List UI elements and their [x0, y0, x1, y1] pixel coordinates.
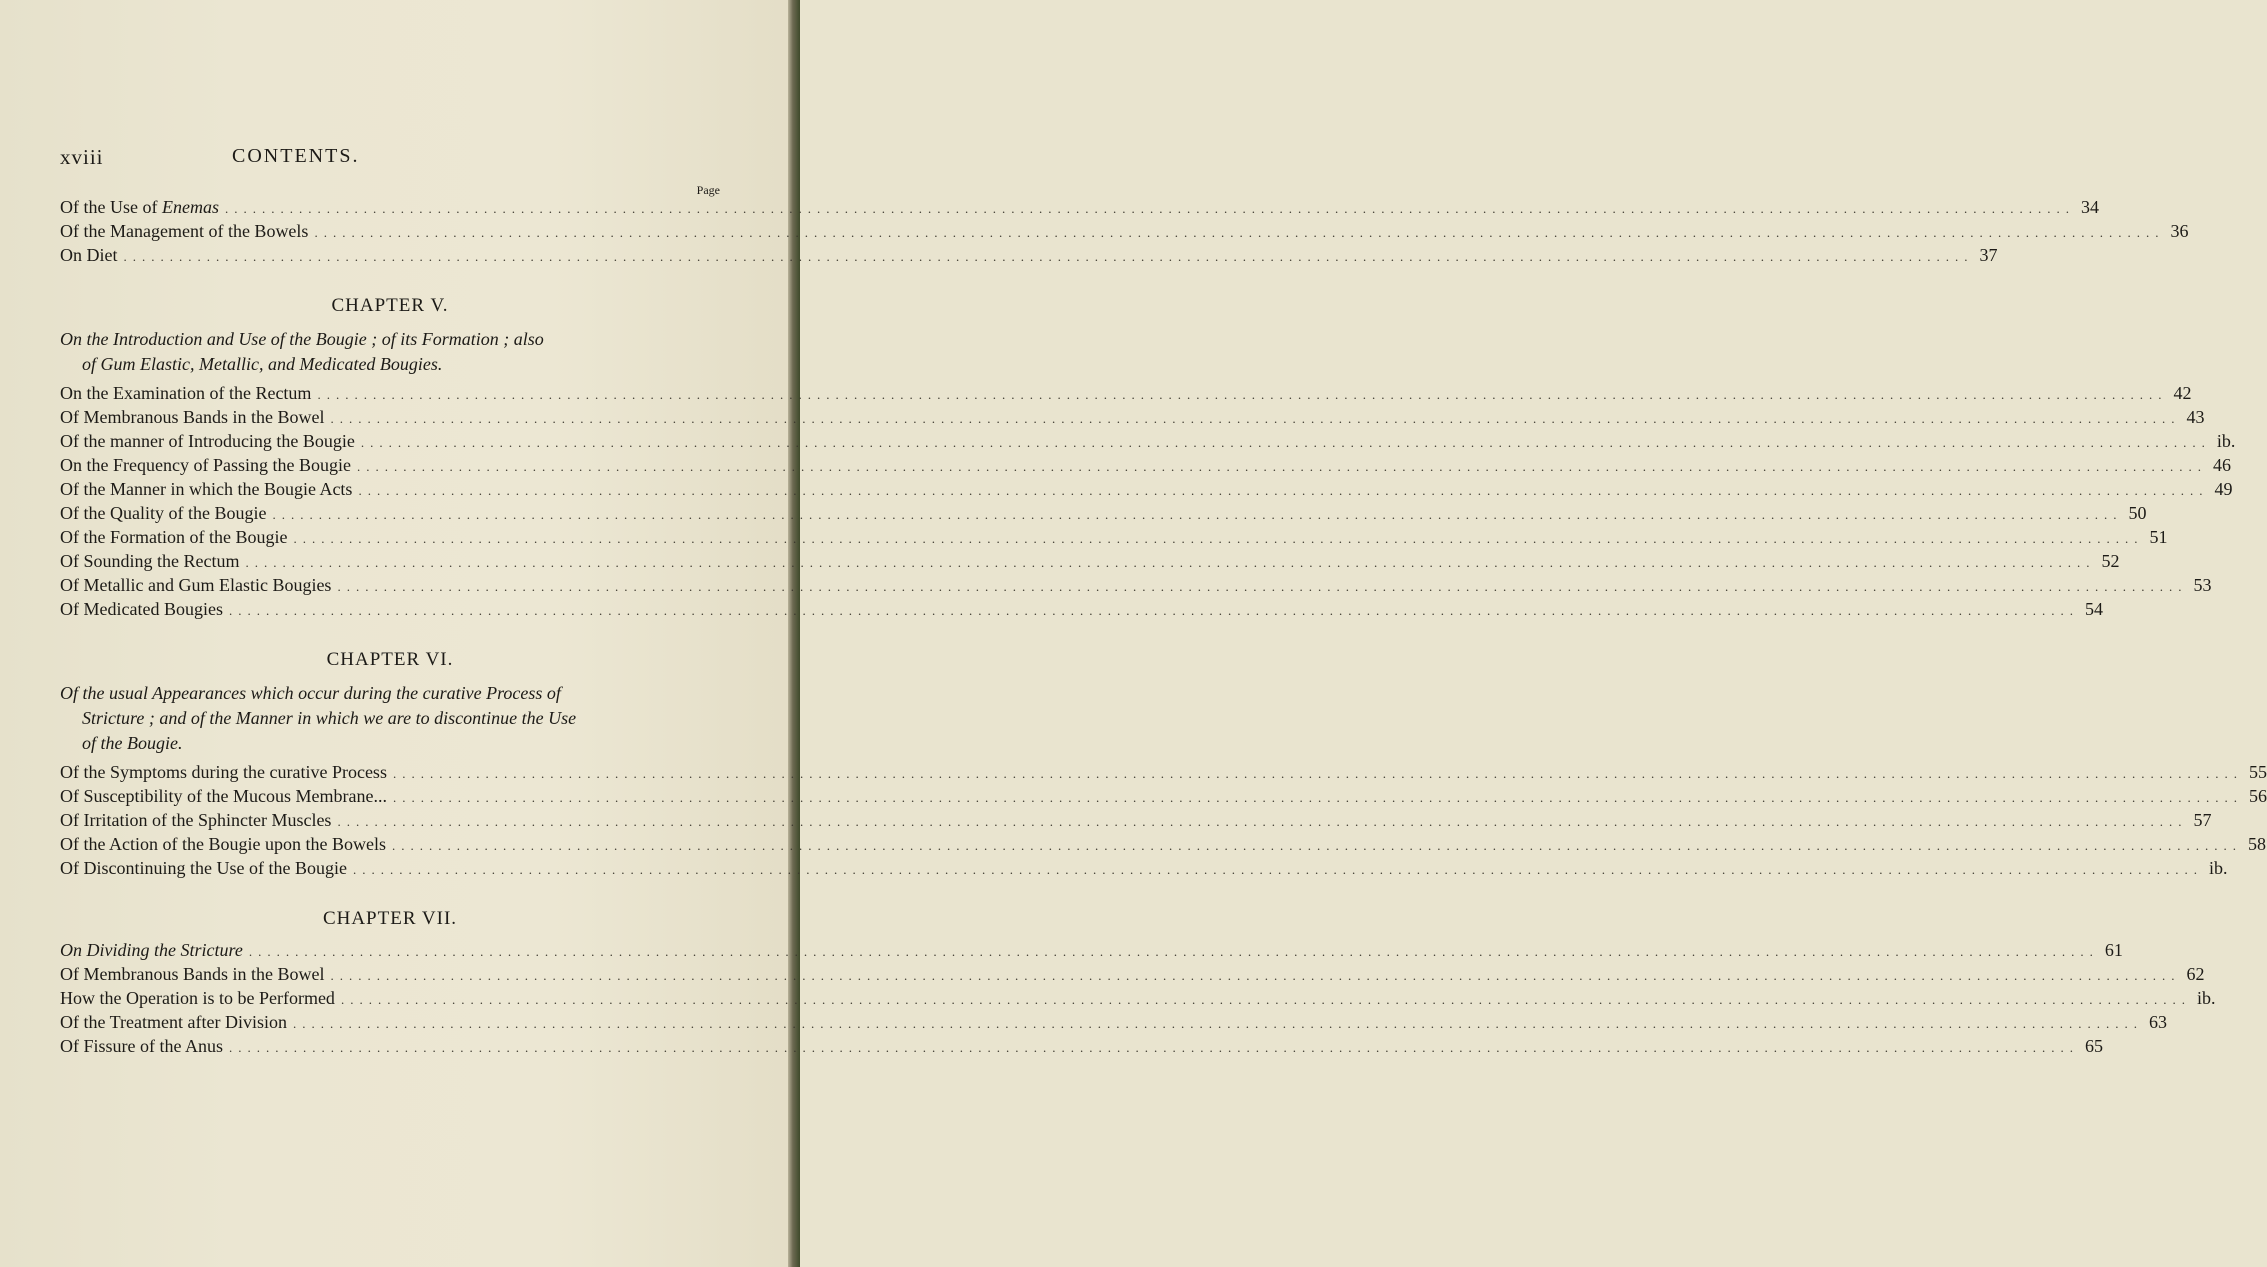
toc-entry — [60, 858, 2228, 882]
chapter-description-line: of Gum Elastic, Metallic, and Medicated Bougies. — [82, 354, 443, 374]
dot-leader: ........................................................................................................................................................................................................ — [340, 992, 2191, 1007]
dot-leader: ........................................................................................................................................................................................................ — [391, 838, 2242, 853]
dot-leader: ........................................................................................................................................................................................................ — [123, 249, 1974, 264]
toc-entry-page: 53 — [2193, 575, 2212, 595]
dot-leader: ........................................................................................................................................................................................................ — [330, 968, 2181, 983]
toc-entry-page: 58 — [2247, 834, 2266, 854]
toc-entry — [60, 503, 2147, 527]
dot-leader: ........................................................................................................................................................................................................ — [228, 603, 2079, 618]
toc-entry — [60, 1012, 2167, 1036]
dot-leader: ........................................................................................................................................................................................................ — [352, 862, 2203, 877]
toc-entry — [60, 455, 2231, 479]
chapter-list — [60, 295, 2267, 1060]
toc-entry-page: 56 — [2248, 786, 2267, 806]
toc-entry-title: Of Irritation of the Sphincter Muscles — [60, 810, 332, 830]
toc-entry — [60, 575, 2212, 599]
toc-entry — [60, 810, 2212, 834]
dot-leader: ........................................................................................................................................................................................................ — [293, 531, 2144, 546]
dot-leader: ........................................................................................................................................................................................................ — [337, 579, 2188, 594]
toc-entry-page: 62 — [2186, 964, 2205, 984]
contents-page — [60, 145, 2267, 1060]
chapter-title: CHAPTER VII. — [322, 908, 458, 929]
toc-entry-page: 50 — [2128, 503, 2147, 523]
toc-entry-page: 37 — [1979, 245, 1998, 265]
toc-entry-title: On Diet — [60, 245, 118, 265]
toc-entry-page: 34 — [2080, 197, 2099, 217]
toc-entry-page: ib. — [2196, 988, 2216, 1008]
toc-entry-page: ib. — [2216, 431, 2236, 451]
toc-entry — [60, 786, 2267, 810]
toc-entry-title: Of the Formation of the Bougie — [60, 527, 288, 547]
chapter-title: CHAPTER V. — [331, 295, 449, 316]
toc-entry-page: 54 — [2084, 599, 2103, 619]
dot-leader: ........................................................................................................................................................................................................ — [392, 766, 2243, 781]
dot-leader: ........................................................................................................................................................................................................ — [317, 387, 2168, 402]
toc-entry-page: 63 — [2148, 1012, 2167, 1032]
dot-leader: ........................................................................................................................................................................................................ — [360, 435, 2211, 450]
toc-entry-title: Of Metallic and Gum Elastic Bougies — [60, 575, 332, 595]
dot-leader: ........................................................................................................................................................................................................ — [392, 790, 2243, 805]
toc-entry — [60, 762, 2267, 786]
toc-entry-page: 65 — [2085, 1036, 2103, 1056]
toc-entry-title: Of Susceptibility of the Mucous Membrane... — [60, 786, 387, 806]
toc-entry-title: Of the Quality of the Bougie — [60, 503, 267, 523]
toc-entry — [60, 383, 2192, 407]
chapter-section — [60, 295, 2236, 623]
toc-entry-page: 43 — [2186, 407, 2205, 427]
dot-leader: ........................................................................................................................................................................................................ — [224, 201, 2075, 216]
toc-entry-title: On the Examination of the Rectum — [60, 383, 312, 403]
intro-entries — [60, 197, 2189, 269]
chapter-section — [60, 649, 2267, 882]
toc-entry — [60, 527, 2168, 551]
dot-leader: ........................................................................................................................................................................................................ — [337, 814, 2188, 829]
toc-entry-title: Of Sounding the Rectum — [60, 551, 240, 571]
toc-entry-title: Of the Use of Enemas — [60, 197, 219, 217]
toc-entry — [60, 245, 1998, 269]
chapter-description-line: On the Introduction and Use of the Bougie ; of its Formation ; also — [60, 329, 544, 349]
toc-entry-page: 46 — [2212, 455, 2231, 475]
dot-leader: ........................................................................................................................................................................................................ — [356, 459, 2207, 474]
dot-leader: ........................................................................................................................................................................................................ — [314, 225, 2165, 240]
toc-entry-title: How the Operation is to be Performed — [60, 988, 335, 1008]
chapter-description-line: Of the usual Appearances which occur during the curative Process of — [60, 683, 561, 703]
toc-entry-page: 55 — [2248, 762, 2267, 782]
toc-entry — [60, 197, 2099, 221]
toc-entry-page: 36 — [2170, 221, 2189, 241]
toc-entry-title: On Dividing the Stricture — [60, 940, 243, 960]
toc-entry-page: 51 — [2149, 527, 2168, 547]
toc-entry — [60, 407, 2205, 431]
toc-entry-page: 49 — [2214, 479, 2233, 499]
dot-leader: ........................................................................................................................................................................................................ — [248, 944, 2099, 959]
running-title: CONTENTS. — [232, 145, 360, 167]
toc-entry-title: Of the Action of the Bougie upon the Bowels — [60, 834, 386, 854]
toc-entry — [60, 988, 2216, 1012]
toc-entry-page: 42 — [2173, 383, 2192, 403]
chapter-section — [60, 908, 2216, 1060]
toc-entry-title: Of Membranous Bands in the Bowel — [60, 407, 325, 427]
toc-entry-title: Of Membranous Bands in the Bowel — [60, 964, 325, 984]
toc-entry-title: Of the Treatment after Division — [60, 1012, 287, 1032]
dot-leader: ........................................................................................................................................................................................................ — [358, 483, 2209, 498]
toc-entry — [60, 221, 2189, 245]
toc-entry-page: 61 — [2104, 940, 2123, 960]
chapter-description-line: Stricture ; and of the Manner in which we are to discontinue the Use — [82, 708, 577, 728]
toc-entry-page: 57 — [2193, 810, 2212, 830]
toc-entry — [60, 1036, 2103, 1060]
toc-entry — [60, 834, 2266, 858]
toc-entry-page: ib. — [2208, 858, 2228, 878]
toc-entry-title: Of the Manner in which the Bougie Acts — [60, 479, 353, 499]
page-number: xviii — [60, 145, 104, 169]
toc-entry-title: On the Frequency of Passing the Bougie — [60, 455, 351, 475]
chapter-title: CHAPTER VI. — [326, 649, 454, 670]
toc-entry-title: Of Fissure of the Anus — [60, 1036, 223, 1056]
toc-entry — [60, 599, 2103, 623]
dot-leader: ........................................................................................................................................................................................................ — [330, 411, 2181, 426]
toc-entry-page: 52 — [2101, 551, 2120, 571]
dot-leader: ........................................................................................................................................................................................................ — [245, 555, 2096, 570]
chapter-description — [60, 681, 720, 756]
toc-entry — [60, 964, 2205, 988]
page-edge — [788, 0, 800, 1267]
running-head — [60, 145, 720, 175]
chapter-description-line: of the Bougie. — [82, 733, 183, 753]
toc-entry-title: Of the manner of Introducing the Bougie — [60, 431, 355, 451]
dot-leader: ........................................................................................................................................................................................................ — [272, 507, 2123, 522]
page-column-label: Page — [696, 183, 720, 197]
toc-entry-title: Of the Management of the Bowels — [60, 221, 309, 241]
chapter-description — [60, 327, 720, 377]
toc-entry-title: Of Discontinuing the Use of the Bougie — [60, 858, 347, 878]
toc-entry — [60, 551, 2120, 575]
toc-entry-title: Of the Symptoms during the curative Process — [60, 762, 387, 782]
dot-leader: ........................................................................................................................................................................................................ — [229, 1040, 2079, 1055]
toc-entry — [60, 479, 2233, 503]
dot-leader: ........................................................................................................................................................................................................ — [292, 1016, 2143, 1031]
toc-entry — [60, 431, 2236, 455]
toc-entry — [60, 940, 2123, 964]
toc-entry-title: Of Medicated Bougies — [60, 599, 223, 619]
